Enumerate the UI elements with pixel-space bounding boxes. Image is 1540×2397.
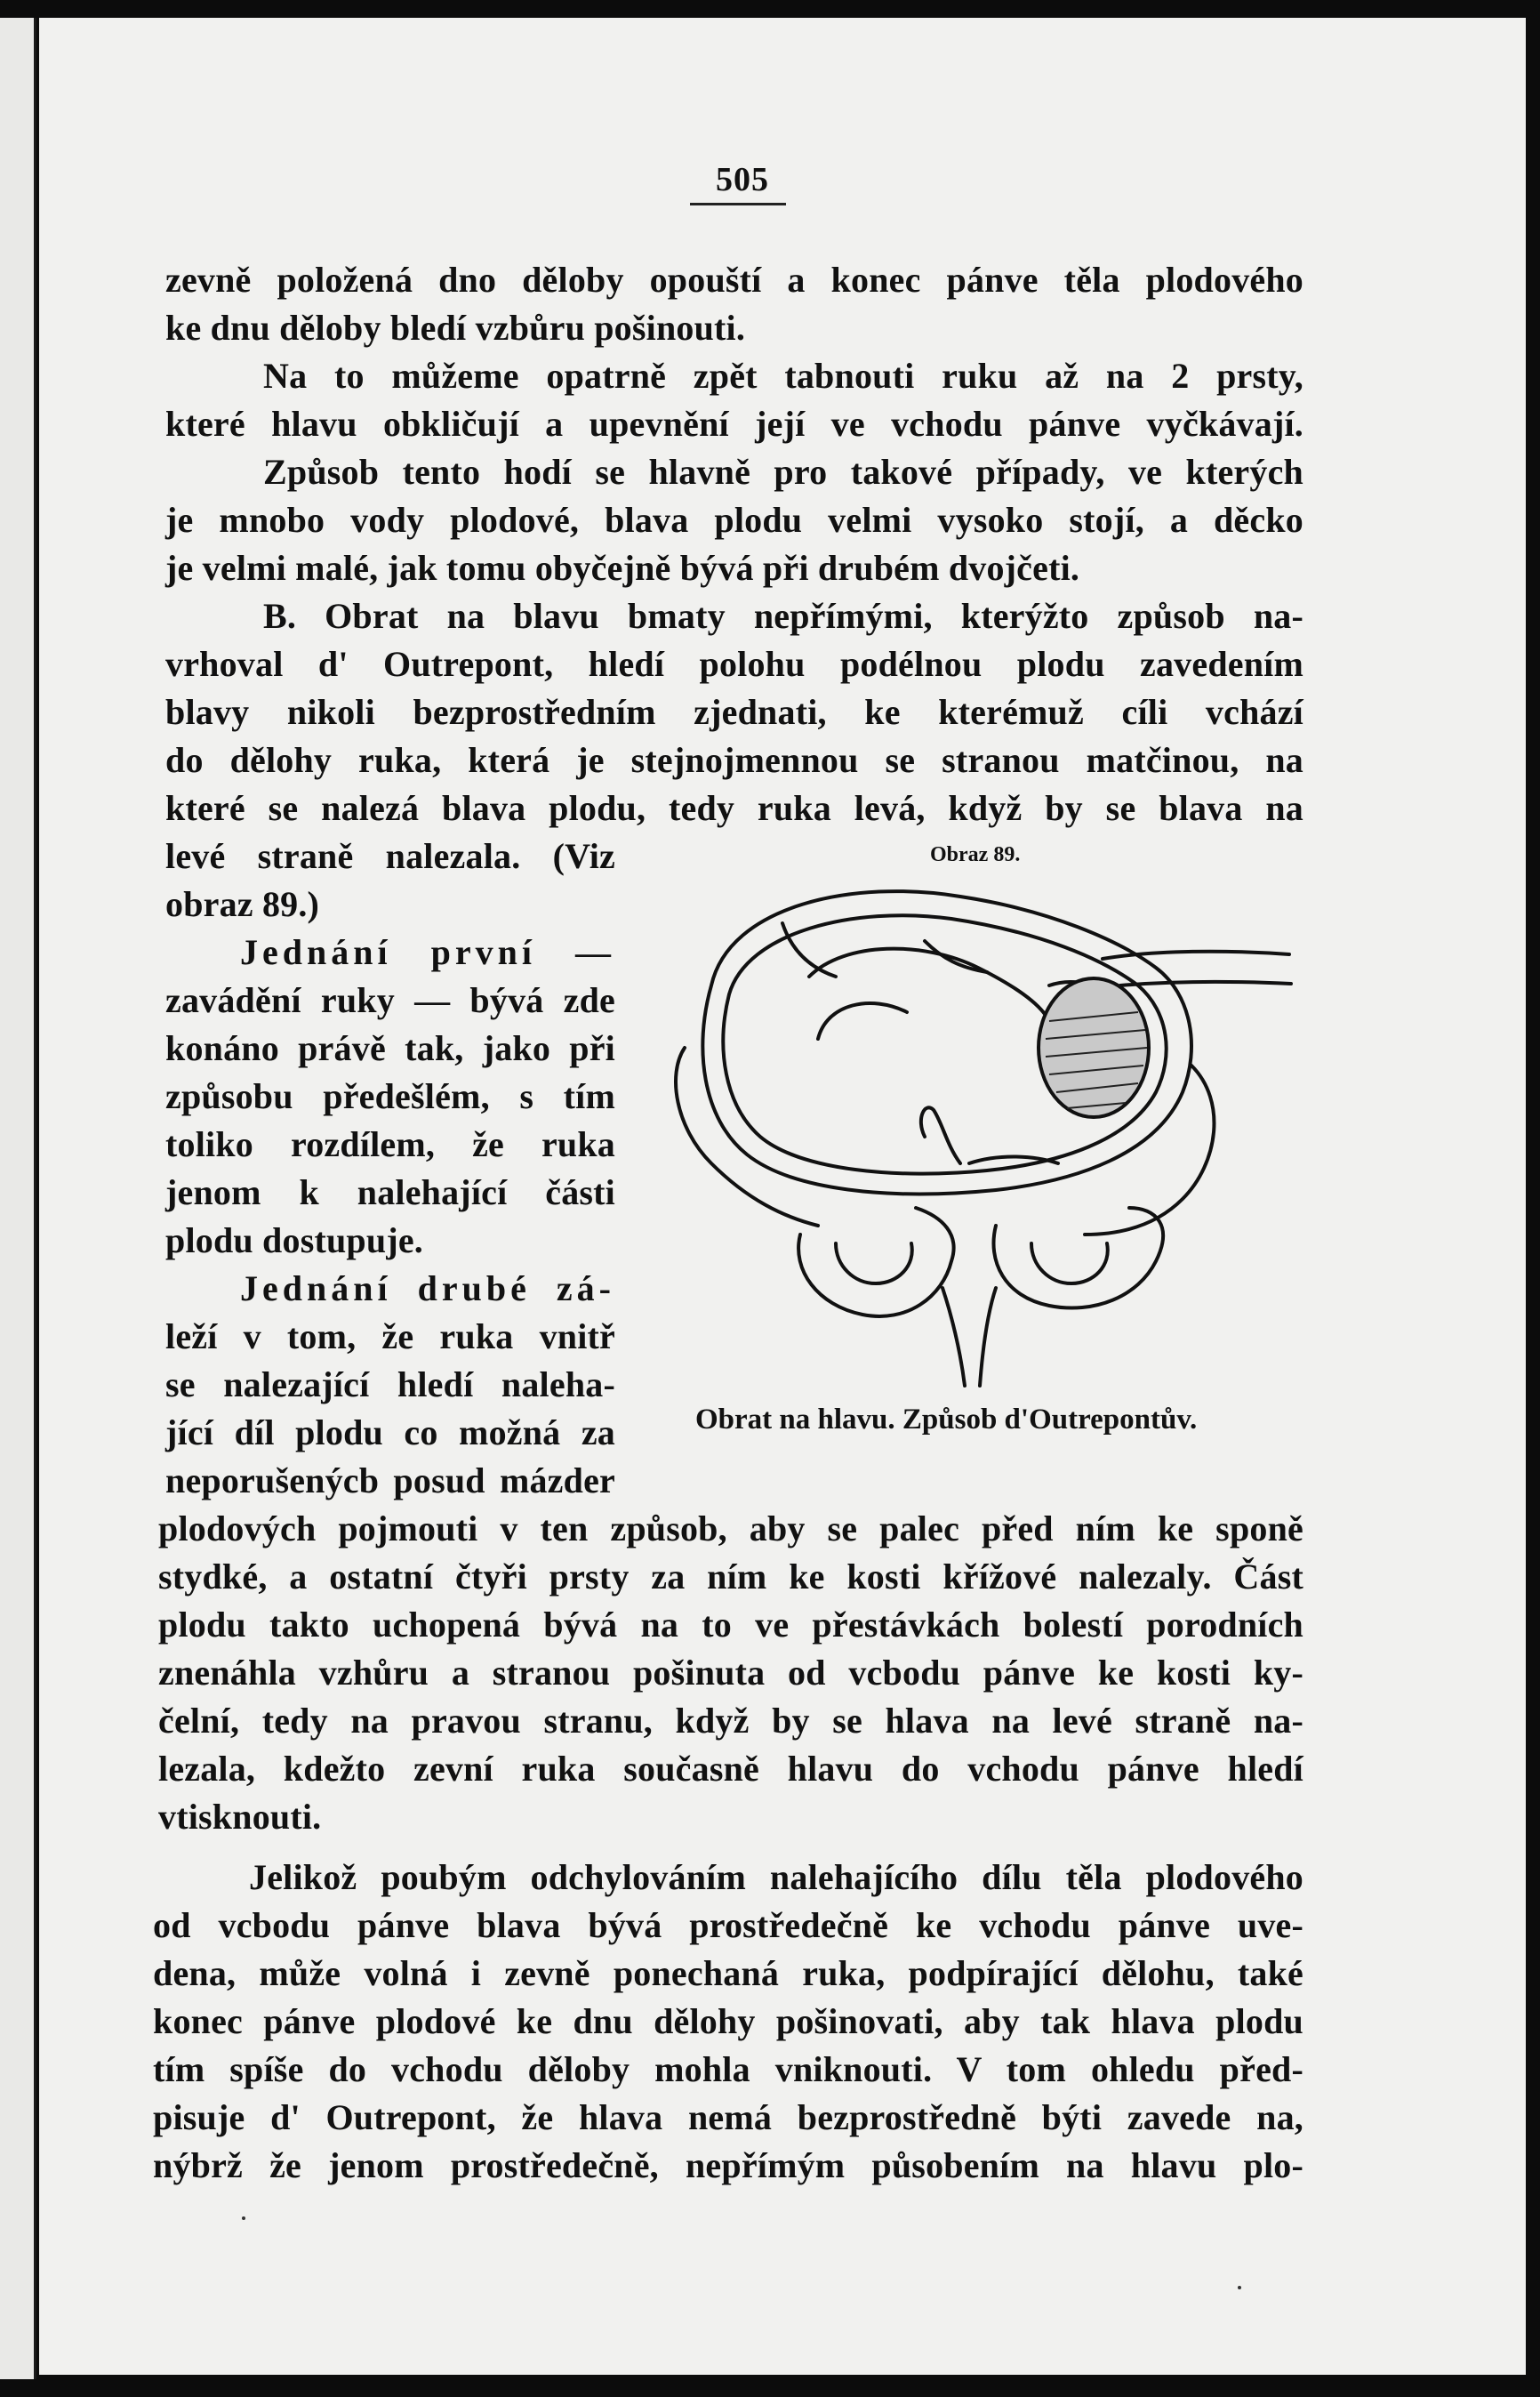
text-line: plodu takto uchopená bývá na to ve přestávkách bolestí porodních bbox=[158, 1605, 1303, 1645]
text-line: plodu dostupuje. bbox=[165, 1220, 423, 1260]
text-line: Jednání první — bbox=[240, 932, 615, 972]
text-line: blavy nikoli bezprostředním zjednati, ke kterémuž cíli vchází bbox=[165, 692, 1303, 732]
text-line: toliko rozdílem, že ruka bbox=[165, 1124, 615, 1164]
pelvis-illustration bbox=[658, 870, 1298, 1395]
text-line: zavádění ruky — bývá zde bbox=[165, 980, 615, 1020]
page-number-rule bbox=[690, 203, 786, 205]
scan-speck bbox=[242, 2216, 245, 2220]
text-line: čelní, tedy na pravou stranu, když by se hlava na levé straně na- bbox=[158, 1701, 1303, 1741]
text-line: které se nalezá blava plodu, tedy ruka levá, když by se blava na bbox=[165, 788, 1303, 828]
text-line: nýbrž že jenom prostředečně, nepřímým působením na hlavu plo- bbox=[153, 2145, 1303, 2185]
facing-page-edge bbox=[0, 18, 36, 2379]
text-line: leží v tom, že ruka vnitř bbox=[165, 1316, 615, 1356]
figure-caption: Obrat na hlavu. Způsob d'Outrepontův. bbox=[695, 1404, 1198, 1436]
text-line: B. Obrat na blavu bmaty nepřímými, kterýžto způsob na- bbox=[263, 596, 1303, 636]
text-line: obraz 89.) bbox=[165, 884, 320, 924]
text-line: jící díl plodu co možná za bbox=[165, 1412, 615, 1452]
text-line: stydké, a ostatní čtyři prsty za ním ke kosti křížové nalezaly. Část bbox=[158, 1556, 1303, 1597]
text-line: od vcbodu pánve blava bývá prostředečně ke vchodu pánve uve- bbox=[153, 1905, 1303, 1945]
text-line: levé straně nalezala. (Viz bbox=[165, 836, 615, 876]
text-line: konec pánve plodové ke dnu dělohy pošinovati, aby tak hlava plodu bbox=[153, 2001, 1303, 2041]
page-number: 505 bbox=[716, 161, 769, 198]
text-line: pisuje d' Outrepont, že hlava nemá bezprostředně býti zavede na, bbox=[153, 2097, 1303, 2137]
text-line: plodových pojmouti v ten způsob, aby se palec před ním ke sponě bbox=[158, 1508, 1303, 1548]
text-line: jenom k nalehající části bbox=[165, 1172, 615, 1212]
text-line: Jelikož poubým odchylováním nalehajícího dílu těla plodového bbox=[249, 1857, 1303, 1897]
text-line: vrhoval d' Outrepont, hledí polohu podélnou plodu zavedením bbox=[165, 644, 1303, 684]
text-line: Na to můžeme opatrně zpět tabnouti ruku až na 2 prsty, bbox=[263, 356, 1303, 396]
text-line: které hlavu obkličují a upevnění její ve vchodu pánve vyčkávají. bbox=[165, 404, 1303, 444]
text-line: se nalezající hledí naleha- bbox=[165, 1364, 615, 1404]
text-line: tím spíše do vchodu děloby mohla vniknouti. V tom ohledu před- bbox=[153, 2049, 1303, 2089]
text-line: Způsob tento hodí se hlavně pro takové případy, ve kterých bbox=[263, 452, 1303, 492]
text-line: vtisknouti. bbox=[158, 1797, 322, 1837]
text-line: je velmi malé, jak tomu obyčejně bývá při drubém dvojčeti. bbox=[165, 548, 1080, 588]
text-line: do dělohy ruka, která je stejnojmennou se stranou matčinou, na bbox=[165, 740, 1303, 780]
text-line: znenáhla vzhůru a stranou pošinuta od vcbodu pánve ke kosti ky- bbox=[158, 1653, 1303, 1693]
text-line: Jednání drubé zá- bbox=[240, 1268, 615, 1308]
figure-label: Obraz 89. bbox=[930, 843, 1021, 866]
text-line: způsobu předešlém, s tím bbox=[165, 1076, 615, 1116]
text-line: zevně položená dno děloby opouští a konec pánve těla plodového bbox=[165, 260, 1303, 300]
scan-speck bbox=[1238, 2286, 1241, 2289]
text-line: ke dnu děloby bledí vzbůru pošinouti. bbox=[165, 308, 746, 348]
text-line: je mnobo vody plodové, blava plodu velmi vysoko stojí, a děcko bbox=[165, 500, 1303, 540]
text-line: neporušenýcb posud mázder bbox=[165, 1460, 615, 1500]
text-line: konáno právě tak, jako při bbox=[165, 1028, 615, 1068]
text-line: dena, může volná i zevně ponechaná ruka, podpírající dělohu, také bbox=[153, 1953, 1303, 1993]
text-line: lezala, kdežto zevní ruka současně hlavu do vchodu pánve hledí bbox=[158, 1749, 1303, 1789]
